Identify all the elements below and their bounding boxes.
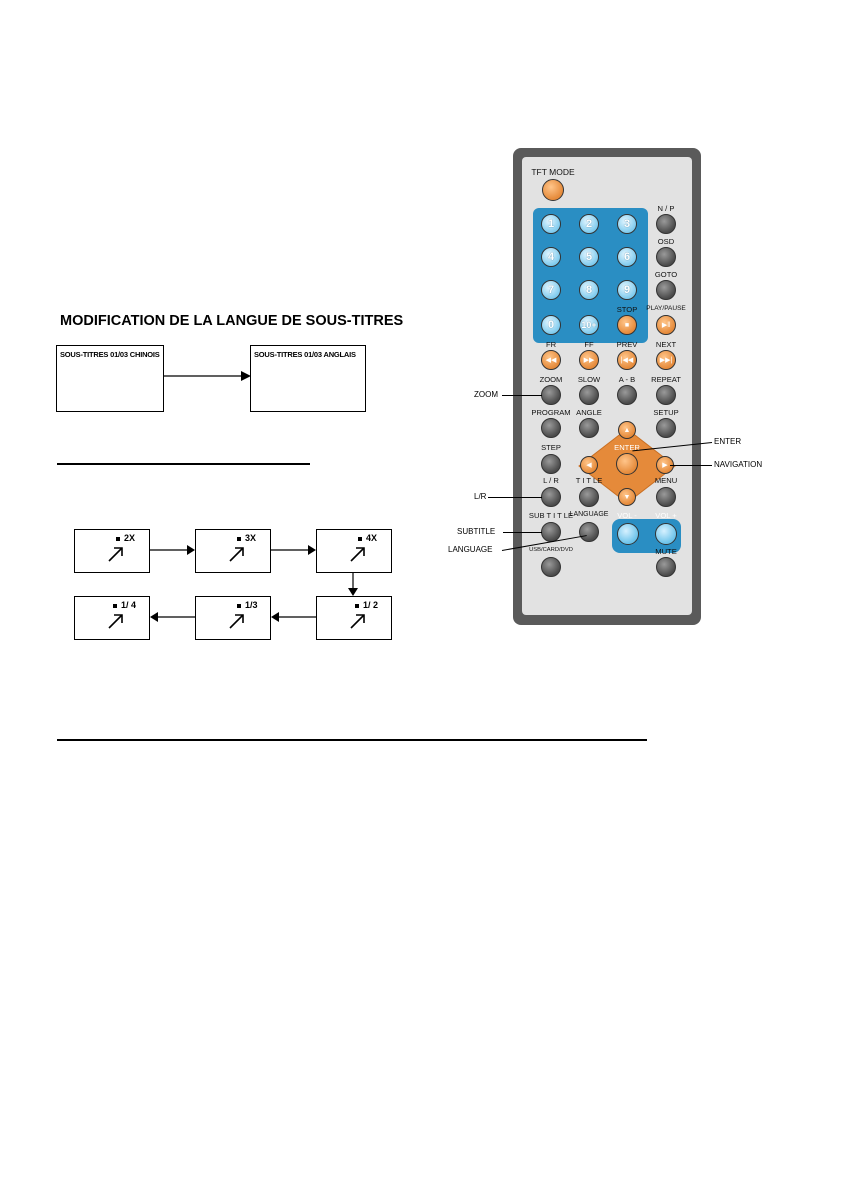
lr-label: L / R: [543, 476, 559, 485]
repeat-label: REPEAT: [651, 375, 681, 384]
lr-button[interactable]: [541, 487, 561, 507]
arrow-right-icon: ▶: [662, 462, 668, 469]
enter-label: ENTER: [614, 443, 640, 452]
zoom-step-label: 2X: [116, 533, 135, 543]
zoom-step-label: 4X: [358, 533, 377, 543]
arrow-up-icon: ▲: [623, 426, 631, 434]
prev-button[interactable]: [617, 350, 637, 370]
fr-label: FR: [545, 340, 557, 349]
step-label: STEP: [541, 443, 561, 452]
program-button[interactable]: [541, 418, 561, 438]
slow-button[interactable]: [579, 385, 599, 405]
repeat-button[interactable]: [656, 385, 676, 405]
down-button[interactable]: [618, 488, 636, 506]
osd-button[interactable]: [656, 247, 676, 267]
title-button[interactable]: [579, 487, 599, 507]
mute-label: MUTE: [655, 547, 677, 556]
digit-5-button[interactable]: 5: [579, 247, 599, 267]
digit-6-button[interactable]: 6: [617, 247, 637, 267]
vol-minus-button[interactable]: [617, 523, 639, 545]
setup-label: SETUP: [653, 408, 679, 417]
up-button[interactable]: [618, 421, 636, 439]
page-divider: [57, 739, 647, 741]
fr-button[interactable]: [541, 350, 561, 370]
menu-label: MENU: [654, 476, 678, 485]
stop-icon: ■: [624, 321, 630, 329]
digit-3-button[interactable]: 3: [617, 214, 637, 234]
ab-label: A - B: [618, 375, 636, 384]
zoom-button[interactable]: [541, 385, 561, 405]
section-title-subtitles: MODIFICATION DE LA LANGUE DE SOUS-TITRES: [60, 313, 404, 329]
prev-label: PREV: [616, 340, 638, 349]
callout-language: LANGUAGE: [448, 545, 493, 554]
goto-label: GOTO: [654, 270, 678, 279]
tft-mode-label: TFT MODE: [531, 167, 575, 177]
title-label: T I T LE: [575, 476, 603, 485]
angle-button[interactable]: [579, 418, 599, 438]
digit-1-button[interactable]: 1: [541, 214, 561, 234]
callout-line: [670, 465, 712, 466]
arrow-down-icon: ▼: [623, 493, 631, 501]
section-divider: [57, 463, 310, 465]
flow-arrow-icon: [163, 369, 251, 383]
stop-button[interactable]: [617, 315, 637, 335]
callout-line: [502, 395, 542, 396]
play-pause-label: PLAY/PAUSE: [646, 305, 686, 312]
zoom-step-5: [195, 596, 271, 640]
osd-label: OSD: [657, 237, 675, 246]
previous-icon: |◀◀: [620, 357, 634, 364]
ff-button[interactable]: [579, 350, 599, 370]
step-button[interactable]: [541, 454, 561, 474]
callout-line: [503, 532, 542, 533]
program-label: PROGRAM: [531, 408, 571, 417]
callout-navigation: NAVIGATION: [714, 460, 763, 469]
play-pause-icon: ▶‖: [661, 322, 671, 329]
zoom-arrow-icon: [107, 545, 125, 563]
subtitle-label: SUB T I T LE: [528, 511, 574, 520]
tft-mode-button[interactable]: [542, 179, 564, 201]
np-label: N / P: [657, 204, 675, 213]
digit-2-button[interactable]: 2: [579, 214, 599, 234]
next-icon: ▶▶|: [659, 357, 673, 364]
callout-zoom: ZOOM: [474, 390, 498, 399]
play-pause-button[interactable]: [656, 315, 676, 335]
callout-subtitle: SUBTITLE: [457, 527, 496, 536]
digit-8-button[interactable]: 8: [579, 280, 599, 300]
zoom-arrow-icon: [107, 612, 125, 630]
callout-enter: ENTER: [714, 437, 742, 446]
digit-4-button[interactable]: 4: [541, 247, 561, 267]
callout-lr: L/R: [474, 492, 487, 501]
mute-button[interactable]: [656, 557, 676, 577]
vol-plus-label: VOL +: [655, 511, 677, 520]
slow-label: SLOW: [577, 375, 601, 384]
language-button[interactable]: [579, 522, 599, 542]
usb-card-dvd-button[interactable]: [541, 557, 561, 577]
fast-forward-icon: ▶▶: [583, 357, 595, 364]
vol-minus-label: VOL -: [617, 511, 637, 520]
setup-button[interactable]: [656, 418, 676, 438]
next-label: NEXT: [655, 340, 677, 349]
subtitle-screen-after-text: SOUS-TITRES 01/03 ANGLAIS: [254, 350, 356, 359]
zoom-step-1: [74, 529, 150, 573]
callout-line: [488, 497, 542, 498]
language-label: LANGUAGE: [569, 511, 609, 518]
zoom-step-label: 1/ 2: [355, 600, 378, 610]
goto-button[interactable]: [656, 280, 676, 300]
left-button[interactable]: [580, 456, 598, 474]
flow-arrow-icon: [150, 544, 195, 556]
subtitle-screen-before: [56, 345, 164, 412]
zoom-arrow-icon: [349, 612, 367, 630]
zoom-step-6: [74, 596, 150, 640]
np-button[interactable]: [656, 214, 676, 234]
zoom-arrow-icon: [228, 612, 246, 630]
zoom-step-label: 3X: [237, 533, 256, 543]
digit-10plus-button[interactable]: 10+: [579, 315, 599, 335]
flow-arrow-icon: [271, 611, 316, 623]
zoom-step-2: [195, 529, 271, 573]
flow-arrow-icon: [150, 611, 195, 623]
usb-card-dvd-label: USB/CARD/DVD: [529, 547, 573, 553]
ff-label: FF: [584, 340, 594, 349]
flow-arrow-icon: [347, 573, 359, 596]
stop-label: STOP: [616, 305, 638, 314]
zoom-step-3: [316, 529, 392, 573]
zoom-step-label: 1/3: [237, 600, 258, 610]
subtitle-screen-before-text: SOUS-TITRES 01/03 CHINOIS: [60, 350, 160, 359]
enter-button[interactable]: [616, 453, 638, 475]
rewind-icon: ◀◀: [545, 357, 557, 364]
vol-plus-button[interactable]: [655, 523, 677, 545]
digit-0-button[interactable]: 0: [541, 315, 561, 335]
zoom-step-4: [316, 596, 392, 640]
subtitle-screen-after: [250, 345, 366, 412]
zoom-arrow-icon: [228, 545, 246, 563]
zoom-arrow-icon: [349, 545, 367, 563]
menu-button[interactable]: [656, 487, 676, 507]
arrow-left-icon: ◀: [586, 462, 592, 469]
digit-9-button[interactable]: 9: [617, 280, 637, 300]
ab-button[interactable]: [617, 385, 637, 405]
digit-7-button[interactable]: 7: [541, 280, 561, 300]
zoom-step-label: 1/ 4: [113, 600, 136, 610]
next-button[interactable]: [656, 350, 676, 370]
flow-arrow-icon: [271, 544, 316, 556]
angle-label: ANGLE: [576, 408, 602, 417]
zoom-label: ZOOM: [539, 375, 563, 384]
